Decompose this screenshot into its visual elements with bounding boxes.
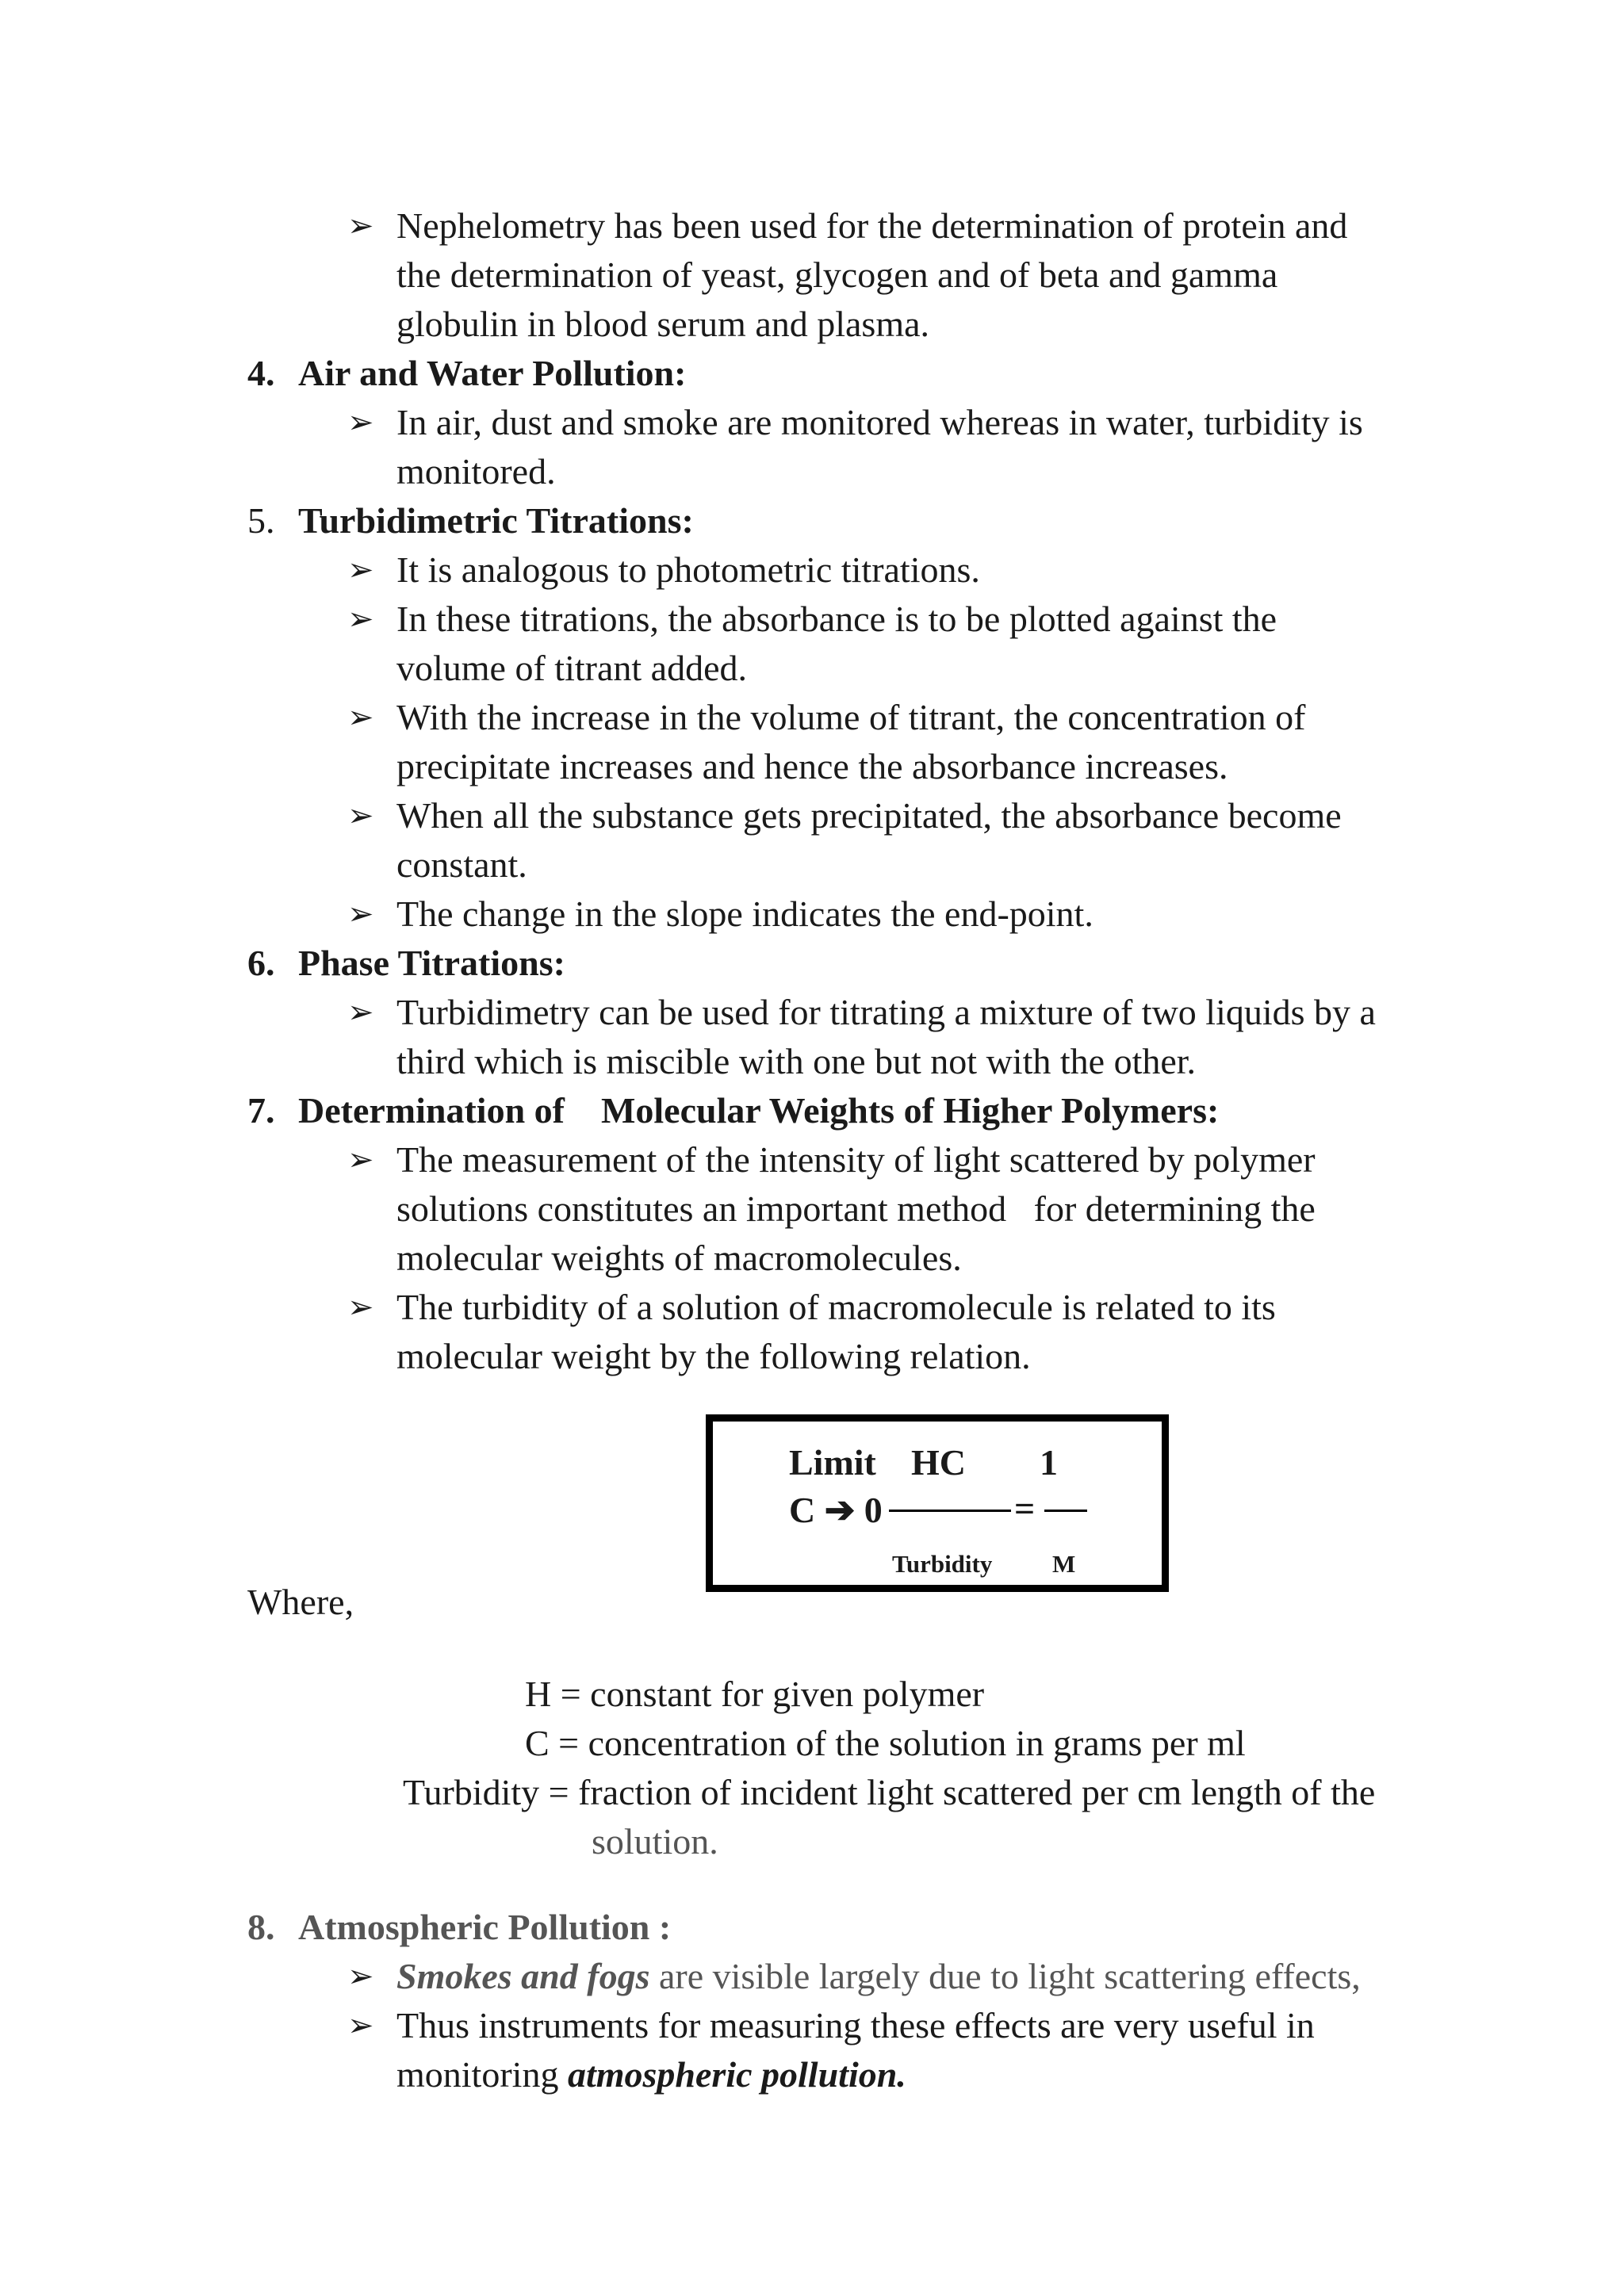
bullet-arrow-icon: ➢ — [347, 601, 374, 637]
formula-numerator-one: 1 — [1040, 1442, 1058, 1483]
s8-bullet-1-rest: are visible largely due to light scattering effects, — [649, 1956, 1361, 1996]
s6-bullet-1-line-2: third which is miscible with one but not with the other. — [396, 1041, 1197, 1081]
bullet-arrow-icon: ➢ — [347, 994, 374, 1031]
s5-bullet-2-line-1: In these titrations, the absorbance is to be plotted against the — [396, 599, 1277, 639]
s7-bullet-1-line-2: solutions constitutes an important method for determining the — [396, 1188, 1316, 1229]
s5-bullet-5-line-1: The change in the slope indicates the end-point. — [396, 894, 1094, 934]
bullet-arrow-icon: ➢ — [347, 404, 374, 441]
s5-bullet-3-line-1: With the increase in the volume of titrant, the concentration of — [396, 697, 1306, 737]
formula-c-to-zero: C ➔ 0 — [789, 1490, 883, 1530]
bullet-arrow-icon: ➢ — [347, 208, 374, 244]
section-5-title: Turbidimetric Titrations: — [298, 500, 694, 541]
where-def-turbidity-cont: solution. — [592, 1821, 718, 1862]
s5-bullet-3-line-2: precipitate increases and hence the absorbance increases. — [396, 746, 1228, 786]
s8-bullet-2-line-1: Thus instruments for measuring these effects are very useful in — [396, 2005, 1315, 2045]
section-6-title: Phase Titrations: — [298, 943, 565, 983]
where-label: Where, — [247, 1582, 354, 1622]
s8-bullet-1 — [396, 1952, 1361, 2001]
section-4-number: 4. — [247, 353, 275, 393]
formula-fraction-bar-1 — [889, 1510, 1011, 1512]
s5-bullet-1-line-1: It is analogous to photometric titrations. — [396, 549, 980, 590]
formula-fraction-bar-2 — [1044, 1510, 1087, 1512]
formula-box — [706, 1414, 1169, 1592]
bullet-arrow-icon: ➢ — [347, 1289, 374, 1326]
section-5-number: 5. — [247, 500, 275, 541]
where-def-turbidity: Turbidity = fraction of incident light scattered per cm length of the — [403, 1772, 1376, 1812]
s7-bullet-2-line-2: molecular weight by the following relation. — [396, 1336, 1031, 1376]
bullet-arrow-icon: ➢ — [347, 552, 374, 588]
formula-limit: Limit — [789, 1442, 876, 1483]
s7-bullet-2-line-1: The turbidity of a solution of macromolecule is related to its — [396, 1287, 1276, 1327]
formula-equals: = — [1014, 1488, 1036, 1529]
section-7-title: Determination of Molecular Weights of Higher Polymers: — [298, 1090, 1220, 1131]
s5-bullet-2-line-2: volume of titrant added. — [396, 648, 747, 688]
s4-bullet-1-line-1: In air, dust and smoke are monitored whereas in water, turbidity is — [396, 402, 1363, 442]
s5-bullet-4-line-2: constant. — [396, 844, 527, 885]
formula-turbidity: Turbidity — [892, 1550, 993, 1578]
formula-m: M — [1052, 1550, 1076, 1578]
bullet-arrow-icon: ➢ — [347, 896, 374, 932]
section-8-number: 8. — [247, 1907, 275, 1947]
intro-bullet-line-3: globulin in blood serum and plasma. — [396, 304, 930, 344]
section-8-title: Atmospheric Pollution : — [298, 1907, 672, 1947]
s8-bullet-1-emphasis: Smokes and fogs — [396, 1956, 650, 1996]
section-4-title: Air and Water Pollution: — [298, 353, 687, 393]
s6-bullet-1-line-1: Turbidimetry can be used for titrating a mixture of two liquids by a — [396, 992, 1376, 1032]
bullet-arrow-icon: ➢ — [347, 1142, 374, 1178]
s4-bullet-1-line-2: monitored. — [396, 451, 556, 492]
s8-bullet-2-plain: monitoring — [396, 2054, 568, 2095]
s7-bullet-1-line-1: The measurement of the intensity of light scattered by polymer — [396, 1139, 1316, 1180]
where-def-h: H = constant for given polymer — [525, 1674, 985, 1714]
intro-bullet-line-1: Nephelometry has been used for the determination of protein and — [396, 205, 1348, 246]
bullet-arrow-icon: ➢ — [347, 2007, 374, 2044]
formula-hc: HC — [911, 1442, 966, 1483]
bullet-arrow-icon: ➢ — [347, 798, 374, 834]
s8-bullet-2-emphasis: atmospheric pollution. — [567, 2054, 906, 2095]
bullet-arrow-icon: ➢ — [347, 1958, 374, 1995]
bullet-arrow-icon: ➢ — [347, 699, 374, 736]
intro-bullet-line-2: the determination of yeast, glycogen and of beta and gamma — [396, 254, 1278, 295]
s5-bullet-4-line-1: When all the substance gets precipitated, the absorbance become — [396, 795, 1342, 836]
section-7-number: 7. — [247, 1090, 275, 1131]
s7-bullet-1-line-3: molecular weights of macromolecules. — [396, 1238, 962, 1278]
section-6-number: 6. — [247, 943, 275, 983]
s8-bullet-2-line-2 — [396, 2050, 906, 2099]
where-def-c: C = concentration of the solution in grams per ml — [525, 1723, 1246, 1763]
